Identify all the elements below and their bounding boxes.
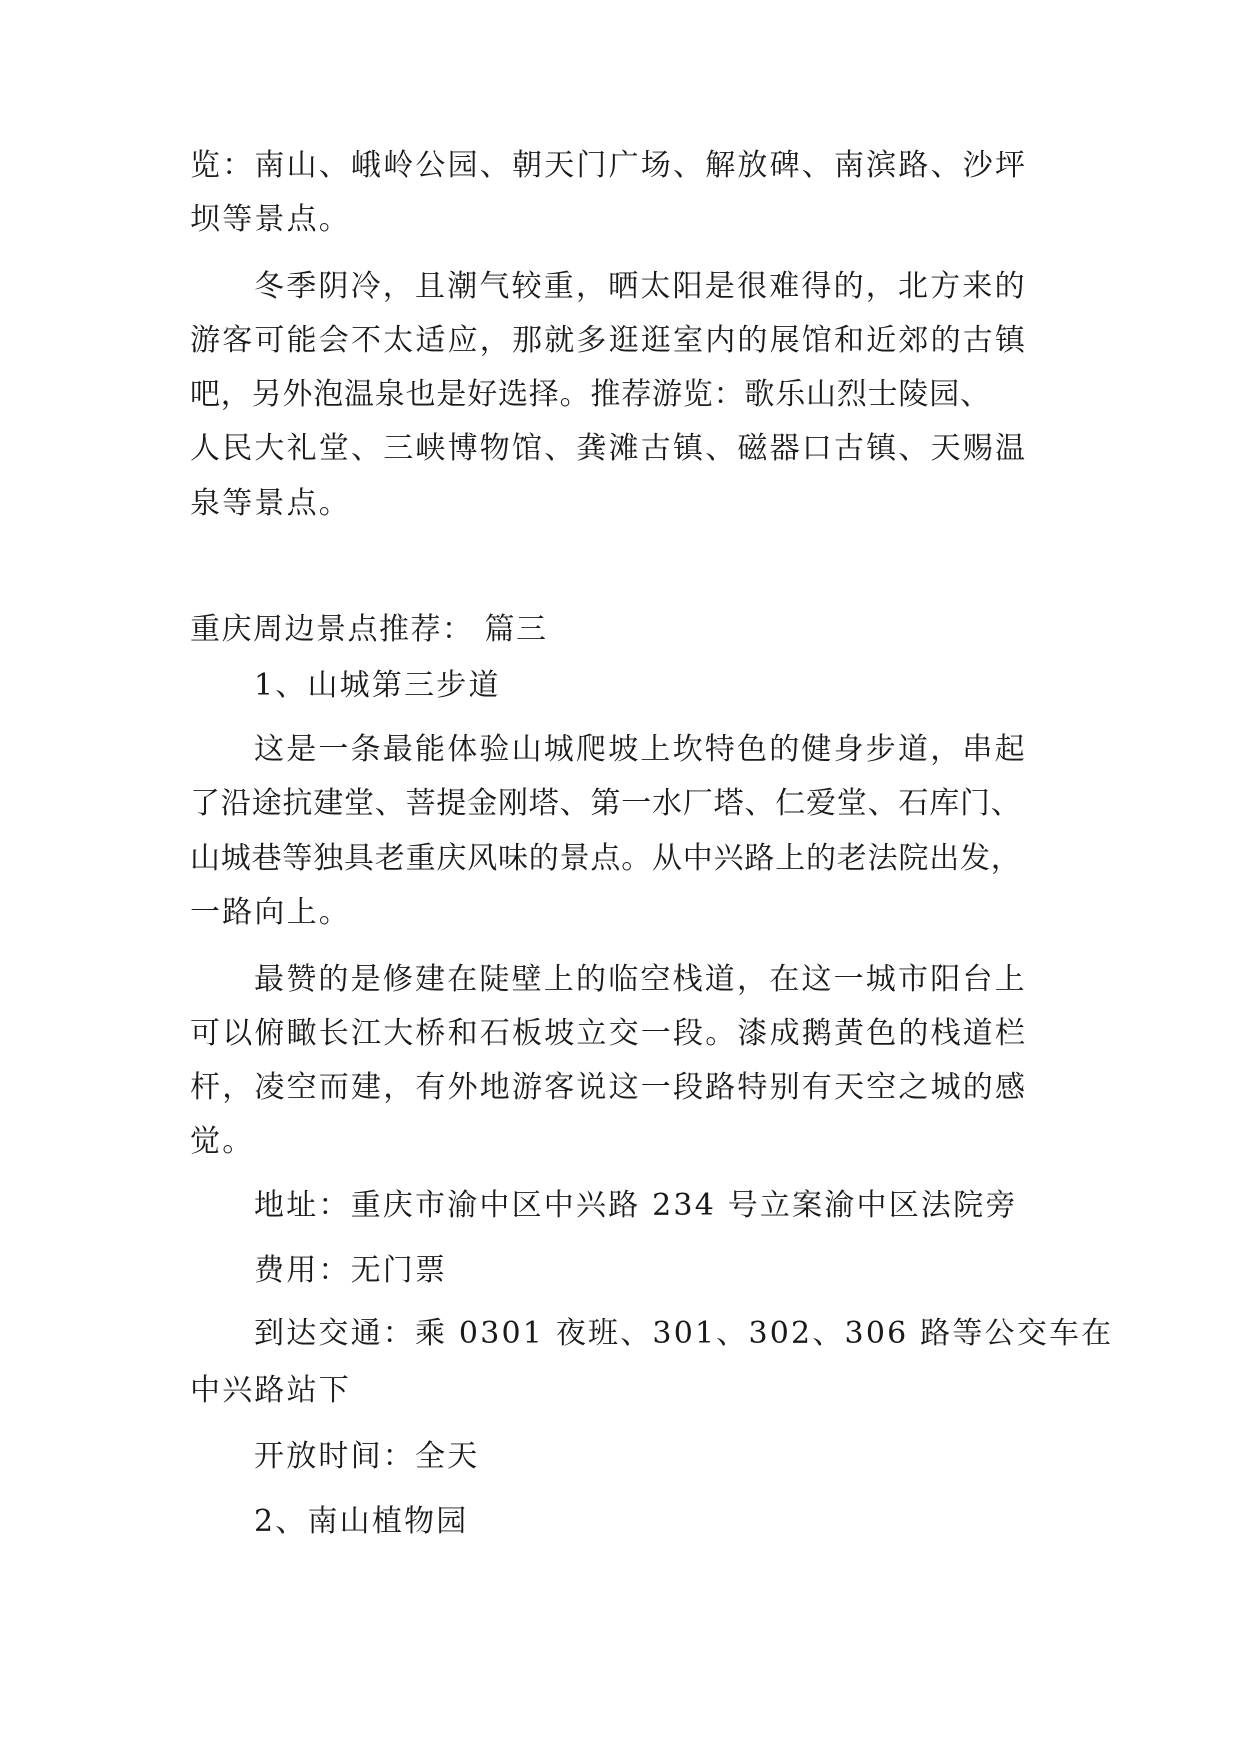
- paragraph-line: 冬季阴冷，且潮气较重，晒太阳是很难得的，北方来的: [254, 269, 1027, 304]
- paragraph-line: 坝等景点。: [190, 202, 351, 237]
- paragraph-line: 一路向上。: [190, 895, 351, 930]
- item-heading: 2、南山植物园: [254, 1504, 469, 1539]
- paragraph-line: 杆，凌空而建，有外地游客说这一段路特别有天空之城的感: [190, 1070, 1028, 1105]
- paragraph-line: 览：南山、峨岭公园、朝天门广场、解放碑、南滨路、沙坪: [190, 148, 1028, 183]
- paragraph-line: 这是一条最能体验山城爬坡上坎特色的健身步道，串起: [254, 732, 1027, 767]
- paragraph-line: 吧，另外泡温泉也是好选择。推荐游览：歌乐山烈士陵园、: [190, 377, 991, 412]
- section-heading: 重庆周边景点推荐： 篇三: [190, 612, 548, 647]
- paragraph-line: 最赞的是修建在陡壁上的临空栈道，在这一城市阳台上: [254, 962, 1027, 997]
- paragraph-line: 可以俯瞰长江大桥和石板坡立交一段。漆成鹅黄色的栈道栏: [190, 1016, 1028, 1051]
- paragraph-line: 游客可能会不太适应，那就多逛逛室内的展馆和近郊的古镇: [190, 323, 1028, 358]
- paragraph-line: 泉等景点。: [190, 486, 351, 521]
- fee-line: 费用：无门票: [254, 1253, 448, 1288]
- item-heading: 1、山城第三步道: [254, 668, 501, 703]
- address-line: 地址：重庆市渝中区中兴路 234 号立案渝中区法院旁: [254, 1188, 1018, 1223]
- paragraph-line: 觉。: [190, 1124, 255, 1159]
- opening-hours-line: 开放时间：全天: [254, 1439, 480, 1474]
- paragraph-line: 山城巷等独具老重庆风味的景点。从中兴路上的老法院出发，: [190, 841, 1022, 876]
- transport-line: 到达交通：乘 0301 夜班、301、302、306 路等公交车在: [254, 1316, 1114, 1351]
- paragraph-line: 人民大礼堂、三峡博物馆、龚滩古镇、磁器口古镇、天赐温: [190, 431, 1028, 466]
- transport-line-continuation: 中兴路站下: [190, 1373, 351, 1408]
- paragraph-line: 了沿途抗建堂、菩提金刚塔、第一水厂塔、仁爱堂、石库门、: [190, 786, 1022, 821]
